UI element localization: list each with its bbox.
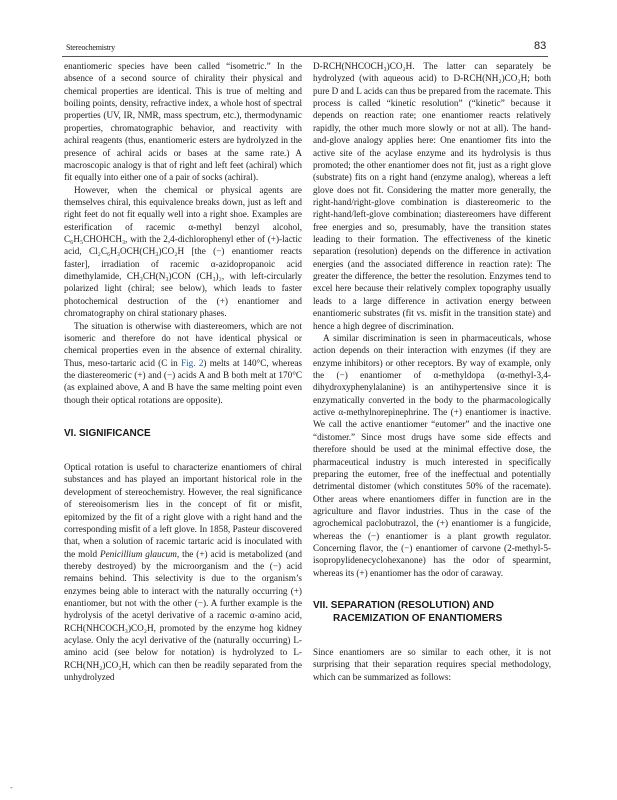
page-number: 83	[534, 40, 547, 52]
significance-text-end: , the (+) acid is metabolized (and thereby destroyed) by the microorganism and the (−) acid remains behind. This selectivity is due to the organism’s enzymes being able to interact with the naturally occurring (+) enantiomer, but not with the other (−). A further example is the hydrolysis of the acetyl derivative of a racemic α-amino acid, RCH(NHCOCH₃)CO₂H, promoted by the enzyme hog kidney acylase. Only the acyl derivative of the (naturally occurring) L-amino acid (see below for notation) is hydrolyzed to L-RCH(NH₂)CO₂H, which can then be readily separated from the unhydrolyzed	[64, 548, 302, 683]
running-title: Stereochemistry	[66, 43, 115, 52]
paragraph-separation: Since enantiomers are so similar to each other, it is not surprising that their separation requires special methodology, which can be summarized as follows:	[313, 647, 551, 682]
section-vii-heading-line2: RACEMIZATION OF ENANTIOMERS	[333, 612, 503, 624]
diastereomers-text-start: The situation is otherwise with diastereomers, which are not isomeric and therefore do not have identical physical or chemical properties even in the absence of external chirality. Thus, meso-tartaric acid (C in	[64, 320, 302, 368]
section-vii-heading	[313, 600, 551, 625]
significance-text-start: Optical rotation is useful to characterize enantiomers of chiral substances and has played an important historical role in the development of stereochemistry. However, the real significance of stereoisomerism lies in the concept of fit or misfit, epitomized by the fit of a right glove with a right hand and the corresponding misfit of a left glove. In 1858, Pasteur discovered that, when a solution of racemic tartaric acid is inoculated with the mold	[64, 462, 302, 559]
fig-2-link[interactable]: Fig. 2	[181, 357, 204, 368]
paragraph-enantiomer-properties: enantiomeric species have been called “isometric.” In the absence of a second source of chirality their physical and chemical properties are identical. This is true of melting and boiling points, density, refractive index, a whole host of spectral properties (UV, IR, NMR, mass spectrum, etc.), thermodynamic properties, chromatographic behavior, and reactivity with achiral reagents (thus, enantiomeric esters are hydrolyzed in the presence of achiral acids or bases at the same rate.) A macroscopic analogy is that of right and left feet (achiral) which fit equally into either one of a pair of socks (achiral).	[64, 61, 302, 183]
paragraph-kinetic-resolution: D-RCH(NHCOCH₃)CO₂H. The latter can separately be hydrolyzed (with aqueous acid) to D-RCH(NH₂)CO₂H; both pure D and L acids can thus be prepared from the racemate. This process is called “kinetic resolution” (“kinetic” because it depends on reaction rate; one enantiomer reacts relatively rapidly, the other much more slowly or not at all). The hand-and-glove analogy applies here: One enantiomer fits into the active site of the acylase enzyme and its hydrolysis is thus promoted; the other enantiomer does not fit, just as a right glove (substrate) fits on a right hand (enzyme analog), whereas a left glove does not fit. Considering the matter more generally, the right-hand/right-glove combination is diastereomeric to the right-hand/left-glove combination; diastereomers have different free energies and so, presumably, have the transition states leading to their formation. The effectiveness of the kinetic separation (resolution) depends on the difference in activation energies (and the associated difference in reaction rate): The greater the difference, the better the resolution. Enzymes tend to excel here because their relatively complex topography usually leads to a large difference in activation energy between enantiomeric substrates (fit vs. misfit in the transition state) and hence a high degree of discrimination.	[313, 61, 551, 331]
header-rule	[62, 56, 548, 57]
paragraph-diastereomers	[64, 320, 302, 407]
diastereomers-text-end: ) melts at 140°C, whereas the diastereomeric (+) and (−) acids A and B both melt at 170°C (as explained above, A and B have the same melting point even though their optical rotations are opposite).	[64, 357, 302, 405]
right-column	[313, 60, 551, 683]
section-vii-heading-line1: VII. SEPARATION (RESOLUTION) AND	[313, 600, 494, 612]
paragraph-significance	[64, 461, 302, 683]
margin-mark: -	[10, 783, 13, 792]
paragraph-pharmaceuticals: A similar discrimination is seen in pharmaceuticals, whose action depends on their interaction with enzymes (if they are enzyme inhibitors) or other receptors. By way of example, only the (−) enantiomer of α-methyldopa (α-methyl-3,4-dihydroxyphenylalanine) is an antihypertensive since it is enzymatically converted in the body to the pharmacologically active α-methylnorepinephrine. The (+) enantiomer is inactive. We call the active enantiomer “eutomer” and the inactive one “distomer.” Since most drugs have some side effects and therefore should be used at the minimal effective dose, the pharmaceutical industry is much interested in specifically preparing the eutomer, free of the ineffectual and potentially detrimental distomer (which constitutes 50% of the racemate). Other areas where enantiomers differ in function are in the agriculture and flavor industries. Thus in the case of the agrochemical paclobutrazol, the (+) enantiomer is a fungicide, whereas the (−) enantiomer is a plant growth regulator. Concerning flavor, the (−) enantiomer of carvone (2-methyl-5-isopropylidenecyclohexanone) has the odor of spearmint, whereas its (+) enantiomer has the odor of caraway.	[313, 332, 551, 578]
paragraph-chiral-agents: However, when the chemical or physical agents are themselves chiral, this equivalence breaks down, just as left and right feet do not fit equally well into a right shoe. Examples are esterification of racemic α-methyl benzyl alcohol, C₆H₅CHOHCH₃, with the 2,4-dichlorophenyl ether of (+)-lactic acid, Cl₂C₆H₃OCH(CH₃)CO₂H [the (−) enantiomer reacts faster], irradiation of racemic α-azidopropanoic acid dimethylamide, CH₃CH(N₃)CON (CH₃)₂, with left-circularly polarized light (chiral; see below), which leads to faster photochemical destruction of the (+) enantiomer and chromatography on chiral stationary phases.	[64, 184, 302, 319]
penicillium-italic: Penicillium glaucum	[99, 548, 177, 559]
left-column	[64, 60, 302, 684]
section-vi-heading: VI. SIGNIFICANCE	[64, 428, 151, 440]
